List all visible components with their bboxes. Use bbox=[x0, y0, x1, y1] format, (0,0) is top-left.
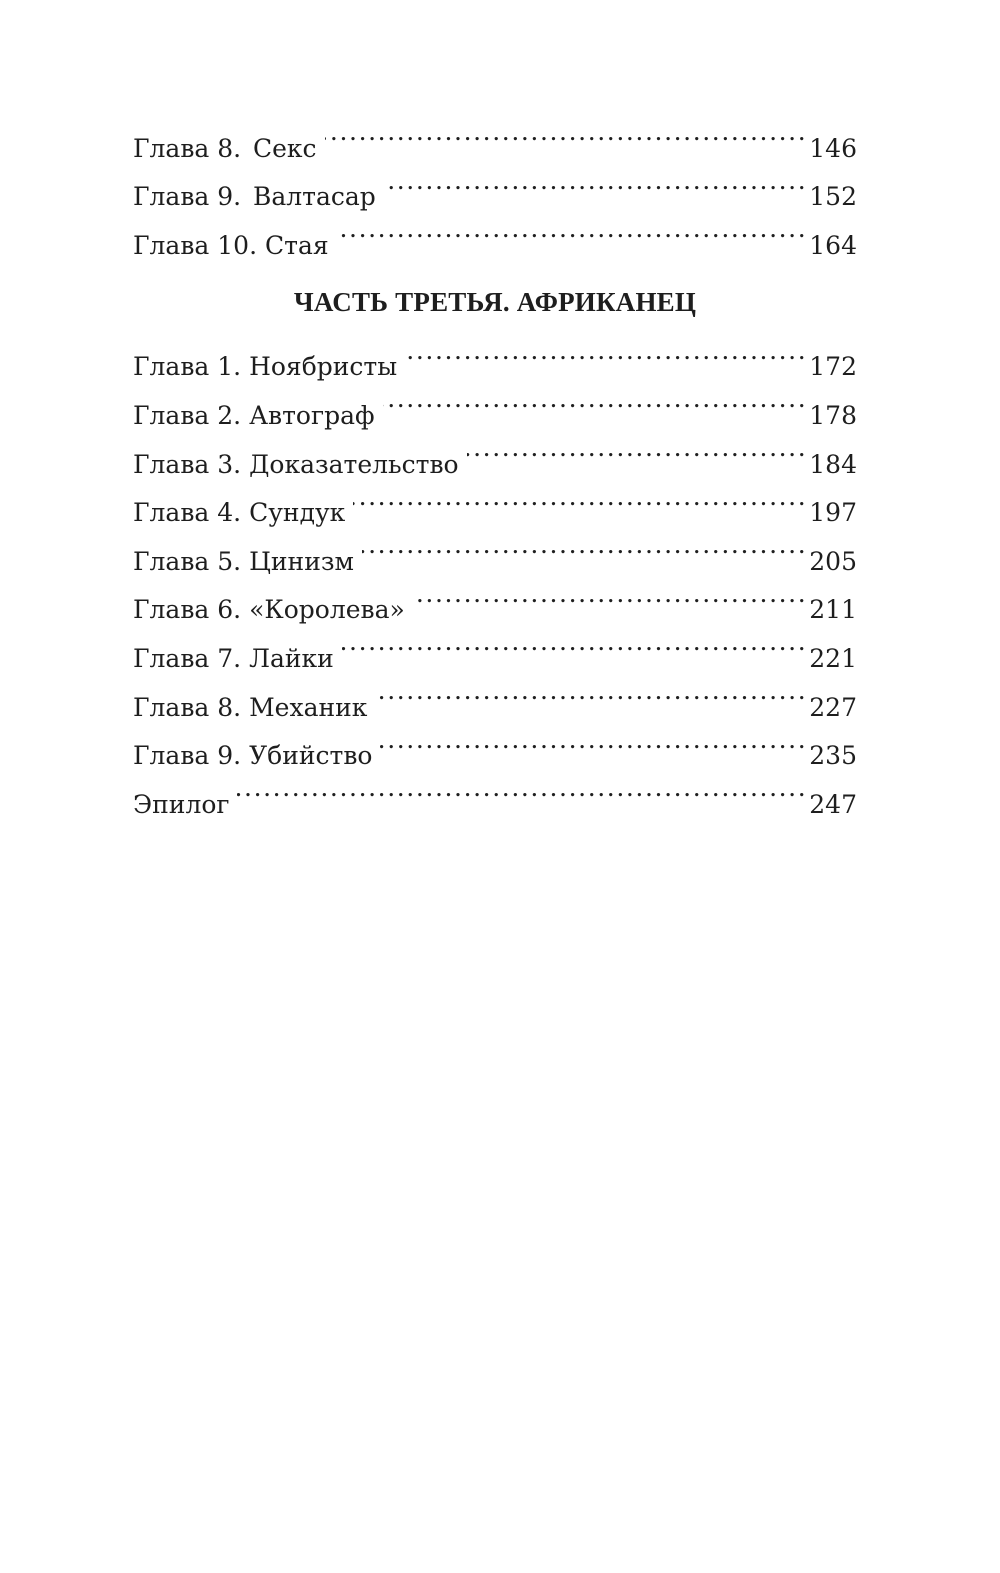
chapter-number: Глава 9. bbox=[133, 741, 242, 771]
page-number: 184 bbox=[809, 449, 857, 479]
toc-entry-label bbox=[133, 489, 353, 538]
leader-dots bbox=[413, 570, 808, 619]
page-number: 205 bbox=[809, 546, 857, 576]
page-number: 211 bbox=[809, 595, 857, 625]
leader-dots bbox=[380, 716, 807, 765]
leader-dots bbox=[375, 667, 807, 716]
toc-entry-label bbox=[133, 125, 325, 174]
chapter-title: Эпилог bbox=[133, 789, 230, 819]
chapter-title: Ноябристы bbox=[249, 352, 398, 382]
chapter-title: Автограф bbox=[249, 400, 375, 430]
page-number: 146 bbox=[809, 133, 857, 163]
chapter-number: Глава 2. bbox=[133, 400, 242, 430]
chapter-number: Глава 6. bbox=[133, 595, 242, 625]
table-of-contents bbox=[133, 108, 857, 819]
toc-entry-label bbox=[133, 392, 383, 441]
chapter-number: Глава 8. bbox=[133, 692, 242, 722]
chapter-number: Глава 4. bbox=[133, 498, 242, 528]
chapter-title: Валтасар bbox=[253, 182, 376, 212]
chapter-title: Сундук bbox=[249, 498, 346, 528]
toc-entry-epilogue[interactable] bbox=[133, 764, 857, 819]
chapter-title: Лайки bbox=[249, 643, 334, 673]
chapter-number: Глава 9. bbox=[133, 182, 242, 212]
chapter-number: Глава 1. bbox=[133, 352, 242, 382]
leader-dots bbox=[467, 424, 808, 473]
toc-entry-label bbox=[133, 538, 362, 587]
chapter-title: Секс bbox=[253, 133, 317, 163]
leader-dots bbox=[237, 764, 807, 813]
leader-dots bbox=[337, 205, 808, 254]
toc-entry[interactable] bbox=[133, 327, 857, 382]
page-number: 227 bbox=[809, 692, 857, 722]
chapter-number: Глава 7. bbox=[133, 643, 242, 673]
page-number: 197 bbox=[809, 498, 857, 528]
toc-entry[interactable] bbox=[133, 108, 857, 163]
leader-dots bbox=[384, 157, 807, 206]
toc-entry-label bbox=[133, 343, 405, 392]
chapter-number: Глава 5. bbox=[133, 546, 242, 576]
chapter-title: Доказательство bbox=[249, 449, 459, 479]
toc-entry-label bbox=[133, 684, 375, 733]
page-number: 152 bbox=[809, 182, 857, 212]
page-number: 164 bbox=[809, 230, 857, 260]
page-number: 221 bbox=[809, 643, 857, 673]
chapter-title: Цинизм bbox=[249, 546, 354, 576]
toc-entry-label bbox=[133, 222, 337, 271]
chapter-number: Глава 10. bbox=[133, 230, 258, 260]
leader-dots bbox=[362, 521, 807, 570]
leader-dots bbox=[342, 618, 807, 667]
chapter-title: Убийство bbox=[249, 741, 373, 771]
chapter-title: Стая bbox=[264, 230, 329, 260]
page-number: 247 bbox=[809, 789, 857, 819]
toc-entry-label bbox=[133, 781, 237, 830]
toc-entry-label bbox=[133, 635, 342, 684]
chapter-number: Глава 8. bbox=[133, 133, 242, 163]
page-number: 235 bbox=[809, 741, 857, 771]
leader-dots bbox=[325, 108, 808, 157]
part-heading: ЧАСТЬ ТРЕТЬЯ. АФРИКАНЕЦ bbox=[293, 286, 697, 317]
page-number: 178 bbox=[809, 400, 857, 430]
chapter-number: Глава 3. bbox=[133, 449, 242, 479]
chapter-title: Механик bbox=[249, 692, 368, 722]
page-number: 172 bbox=[809, 352, 857, 382]
leader-dots bbox=[405, 327, 807, 376]
chapter-title: «Королева» bbox=[249, 595, 405, 625]
leader-dots bbox=[353, 473, 807, 522]
leader-dots bbox=[383, 375, 808, 424]
